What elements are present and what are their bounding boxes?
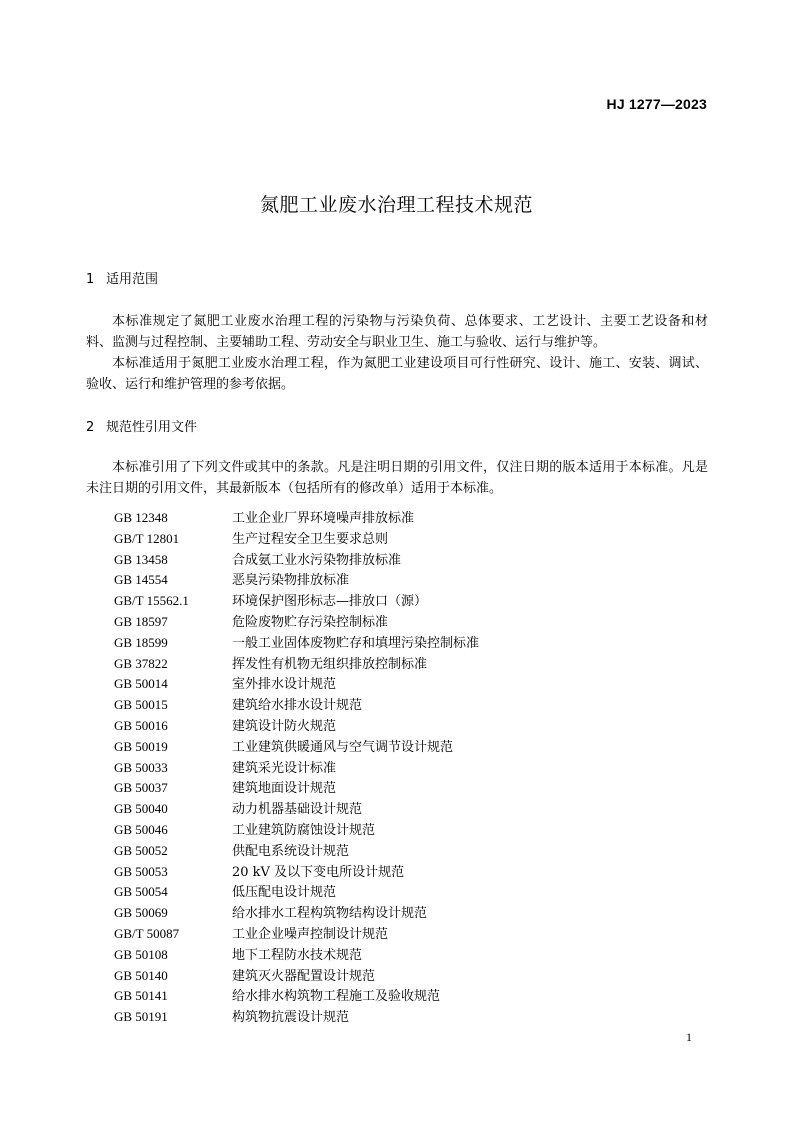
reference-item <box>114 674 674 695</box>
reference-code: GB 50053 <box>114 863 168 879</box>
reference-code: GB 12348 <box>114 510 168 525</box>
reference-item <box>114 1007 674 1028</box>
reference-list <box>114 508 674 1028</box>
reference-title: 合成氨工业水污染物排放标准 <box>232 552 402 568</box>
section-title: 适用范围 <box>106 272 159 287</box>
section-number: 1 <box>86 272 95 287</box>
reference-item <box>114 529 674 550</box>
reference-item <box>114 882 674 903</box>
reference-code: GB 18597 <box>114 613 168 629</box>
reference-item <box>114 903 674 924</box>
reference-item <box>114 737 674 758</box>
reference-code: GB/T 50087 <box>114 925 180 941</box>
reference-item <box>114 695 674 716</box>
reference-title: 恶臭污染物排放标准 <box>232 573 350 589</box>
paragraph: 本标准适用于氮肥工业废水治理工程，作为氮肥工业建设项目可行性研究、设计、施工、安装、调试、验收、运行和维护管理的参考依据。 <box>86 356 708 392</box>
reference-item <box>114 841 674 862</box>
reference-code: GB 50140 <box>114 967 168 983</box>
reference-title: 危险废物贮存污染控制标准 <box>232 614 389 630</box>
reference-title: 20 kV 及以下变电所设计规范 <box>232 864 405 880</box>
reference-item <box>114 570 674 591</box>
reference-code: GB 37822 <box>114 655 168 671</box>
reference-item <box>114 758 674 779</box>
reference-title: 给水排水构筑物工程施工及验收规范 <box>232 989 441 1005</box>
reference-code: GB/T 12801 <box>114 530 180 546</box>
reference-item <box>114 862 674 883</box>
section-heading-1 <box>86 268 158 287</box>
reference-code: GB 50054 <box>114 884 168 900</box>
document-title: 氮肥工业废水治理工程技术规范 <box>259 194 533 216</box>
reference-title: 地下工程防水技术规范 <box>232 947 363 963</box>
reference-title: 低压配电设计规范 <box>232 885 337 901</box>
reference-code: GB 13458 <box>114 551 168 567</box>
reference-title: 建筑灭火器配置设计规范 <box>232 968 376 984</box>
reference-title: 构筑物抗震设计规范 <box>232 1010 350 1026</box>
reference-item <box>114 799 674 820</box>
reference-title: 生产过程安全卫生要求总则 <box>232 531 389 547</box>
section-heading-2 <box>86 416 197 435</box>
reference-code: GB 50015 <box>114 697 168 713</box>
reference-title: 建筑设计防火规范 <box>232 718 337 734</box>
reference-title: 建筑给水排水设计规范 <box>232 698 363 714</box>
reference-item <box>114 778 674 799</box>
reference-code: GB 50141 <box>114 988 168 1004</box>
reference-code: GB/T 15562.1 <box>114 593 189 609</box>
reference-code: GB 50016 <box>114 717 168 733</box>
reference-code: GB 14554 <box>114 572 168 588</box>
reference-title: 室外排水设计规范 <box>232 677 337 693</box>
reference-item <box>114 633 674 654</box>
section-title: 规范性引用文件 <box>106 420 198 435</box>
standard-code: HJ 1277—2023 <box>606 96 707 112</box>
reference-code: GB 50040 <box>114 801 168 817</box>
reference-title: 环境保护图形标志—排放口（源） <box>232 594 428 610</box>
reference-title: 动力机器基础设计规范 <box>232 802 363 818</box>
reference-code: GB 50052 <box>114 842 168 858</box>
paragraph: 本标准规定了氮肥工业废水治理工程的污染物与污染负荷、总体要求、工艺设计、主要工艺设备和材料、监测与过程控制、主要辅助工程、劳动安全与职业卫生、施工与验收、运行与维护等。 <box>86 314 708 350</box>
reference-item <box>114 550 674 571</box>
reference-code: GB 18599 <box>114 634 168 650</box>
reference-title: 挥发性有机物无组织排放控制标准 <box>232 656 428 672</box>
reference-title: 建筑地面设计规范 <box>232 781 337 797</box>
reference-code: GB 50019 <box>114 738 168 754</box>
reference-title: 工业建筑供暖通风与空气调节设计规范 <box>232 739 454 755</box>
reference-title: 给水排水工程构筑物结构设计规范 <box>232 906 428 922</box>
reference-code: GB 50033 <box>114 759 168 775</box>
reference-code: GB 50014 <box>114 676 168 692</box>
reference-item <box>114 716 674 737</box>
reference-title: 一般工业固体废物贮存和填埋污染控制标准 <box>232 635 480 651</box>
reference-item <box>114 966 674 987</box>
reference-title: 工业建筑防腐蚀设计规范 <box>232 822 376 838</box>
reference-item <box>114 591 674 612</box>
reference-code: GB 50108 <box>114 946 168 962</box>
paragraph: 本标准引用了下列文件或其中的条款。凡是注明日期的引用文件，仅注日期的版本适用于本标准。凡是未注日期的引用文件，其最新版本（包括所有的修改单）适用于本标准。 <box>86 460 708 496</box>
reference-item <box>114 820 674 841</box>
reference-title: 工业企业厂界环境噪声排放标准 <box>232 511 415 526</box>
reference-code: GB 50046 <box>114 821 168 837</box>
reference-item <box>114 986 674 1007</box>
reference-code: GB 50037 <box>114 780 168 796</box>
reference-item <box>114 945 674 966</box>
reference-code: GB 50191 <box>114 1009 168 1025</box>
reference-item <box>114 508 674 529</box>
reference-title: 建筑采光设计标准 <box>232 760 337 776</box>
page-number: 1 <box>686 1030 692 1044</box>
reference-item <box>114 612 674 633</box>
reference-item <box>114 924 674 945</box>
reference-code: GB 50069 <box>114 905 168 921</box>
reference-title: 供配电系统设计规范 <box>232 843 350 859</box>
reference-item <box>114 654 674 675</box>
section-number: 2 <box>86 420 95 435</box>
reference-title: 工业企业噪声控制设计规范 <box>232 926 389 942</box>
